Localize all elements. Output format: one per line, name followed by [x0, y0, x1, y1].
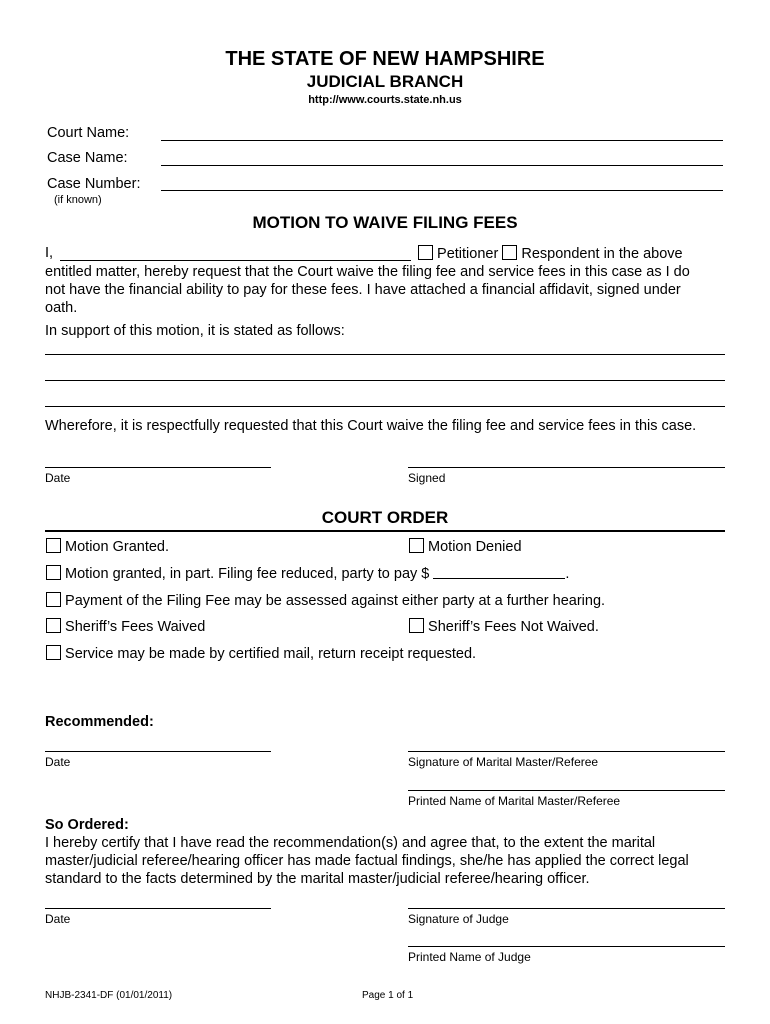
master-printed-name-label: Printed Name of Marital Master/Referee: [408, 794, 621, 808]
judge-signature-label: Signature of Judge: [408, 912, 509, 926]
sheriff-fees-not-waived-label: Sheriff’s Fees Not Waived.: [428, 619, 599, 635]
if-known-note: (if known): [54, 194, 102, 206]
petitioner-checkbox[interactable]: [418, 245, 433, 260]
case-name-label: Case Name:: [47, 150, 128, 166]
sheriff-fees-waived-checkbox[interactable]: [46, 618, 61, 633]
court-name-label: Court Name:: [47, 125, 130, 141]
respondent-checkbox[interactable]: [502, 245, 517, 260]
support-statement: In support of this motion, it is stated as follows:: [45, 323, 345, 339]
wherefore-statement: Wherefore, it is respectfully requested that this Court waive the filing fee and service fees in this case.: [45, 418, 697, 434]
motion-granted-label: Motion Granted.: [65, 539, 170, 555]
case-number-field[interactable]: [161, 190, 723, 191]
name-field[interactable]: [60, 260, 411, 261]
case-name-field[interactable]: [161, 165, 723, 166]
payment-assessed-checkbox[interactable]: [46, 592, 61, 607]
judge-printed-name-label: Printed Name of Judge: [408, 950, 531, 964]
judge-date-label: Date: [45, 912, 71, 926]
court-order-title: COURT ORDER: [321, 508, 449, 527]
granted-in-part-checkbox[interactable]: [46, 565, 61, 580]
i-label: I,: [45, 245, 54, 261]
judge-signature-line[interactable]: [408, 908, 725, 909]
certified-mail-checkbox[interactable]: [46, 645, 61, 660]
support-line-3[interactable]: [45, 406, 725, 407]
petitioner-label: Petitioner: [437, 246, 499, 262]
court-url[interactable]: http://www.courts.state.nh.us: [308, 94, 462, 106]
recommended-date-line[interactable]: [45, 751, 271, 752]
motion-denied-label: Motion Denied: [428, 539, 522, 555]
so-ordered-title: So Ordered:: [45, 817, 129, 833]
certified-mail-label: Service may be made by certified mail, return receipt requested.: [65, 646, 477, 662]
court-order-divider: [45, 530, 725, 532]
so-ordered-line1: I hereby certify that I have read the recommendation(s) and agree that, to the extent the marital: [45, 835, 656, 851]
master-printed-name-line[interactable]: [408, 790, 725, 791]
amount-field[interactable]: [433, 566, 565, 579]
form-id: NHJB-2341-DF (01/01/2011): [45, 990, 173, 1001]
page-number: Page 1 of 1: [362, 990, 414, 1001]
motion-granted-checkbox[interactable]: [46, 538, 61, 553]
motion-title: MOTION TO WAIVE FILING FEES: [252, 213, 518, 232]
support-line-1[interactable]: [45, 354, 725, 355]
branch-title: JUDICIAL BRANCH: [306, 72, 464, 91]
granted-in-part-period: .: [565, 566, 570, 582]
sheriff-fees-not-waived-checkbox[interactable]: [409, 618, 424, 633]
sheriff-fees-waived-label: Sheriff’s Fees Waived: [65, 619, 206, 635]
motion-denied-checkbox[interactable]: [409, 538, 424, 553]
case-number-label: Case Number:: [47, 176, 141, 192]
motion-paragraph-line3: not have the financial ability to pay for these fees. I have attached a financial affidavit, signed under: [45, 282, 681, 298]
respondent-label: Respondent in the above: [521, 246, 683, 262]
so-ordered-line2: master/judicial referee/hearing officer has made factual findings, she/he has applied the correct legal: [45, 853, 689, 869]
motion-paragraph-line4: oath.: [45, 300, 78, 316]
so-ordered-line3: standard to the facts determined by the marital master/judicial referee/hearing officer.: [45, 871, 590, 887]
support-line-2[interactable]: [45, 380, 725, 381]
granted-in-part-label: Motion granted, in part. Filing fee reduced, party to pay $: [65, 566, 430, 582]
payment-assessed-label: Payment of the Filing Fee may be assessed against either party at a further hearing.: [65, 593, 606, 609]
recommended-title: Recommended:: [45, 714, 154, 730]
judge-date-line[interactable]: [45, 908, 271, 909]
court-name-field[interactable]: [161, 140, 723, 141]
master-signature-label: Signature of Marital Master/Referee: [408, 755, 599, 769]
motion-date-line[interactable]: [45, 467, 271, 468]
judge-printed-name-line[interactable]: [408, 946, 725, 947]
recommended-date-label: Date: [45, 755, 71, 769]
motion-signed-label: Signed: [408, 471, 446, 485]
motion-signed-line[interactable]: [408, 467, 725, 468]
motion-date-label: Date: [45, 471, 71, 485]
motion-paragraph-line2: entitled matter, hereby request that the Court waive the filing fee and service fees in this case as I do: [45, 264, 690, 280]
page-title: THE STATE OF NEW HAMPSHIRE: [225, 48, 545, 70]
master-signature-line[interactable]: [408, 751, 725, 752]
